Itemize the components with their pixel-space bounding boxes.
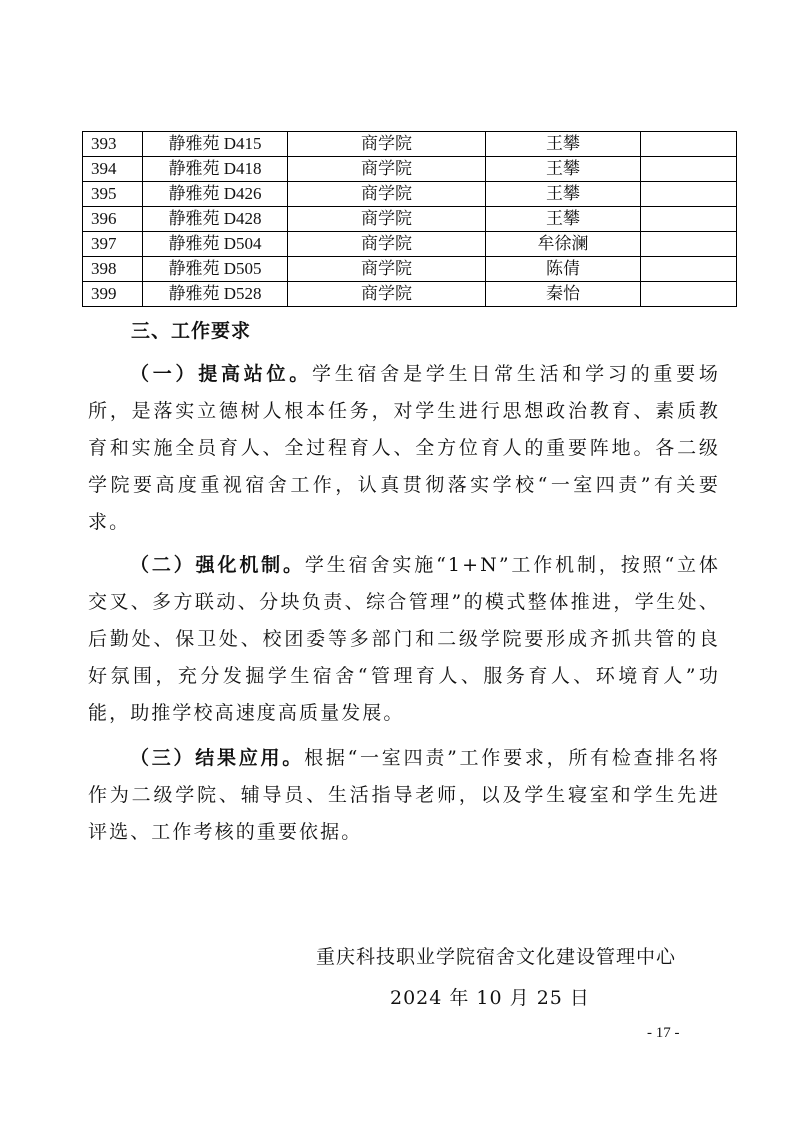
table-row	[83, 182, 737, 207]
dormitory-table	[82, 131, 737, 307]
cell-no: 393	[83, 132, 143, 157]
cell-person: 王攀	[486, 157, 641, 182]
cell-dorm: 静雅苑 D428	[143, 207, 288, 232]
cell-note	[641, 132, 737, 157]
cell-note	[641, 232, 737, 257]
cell-college: 商学院	[288, 132, 486, 157]
cell-no: 398	[83, 257, 143, 282]
paragraph-3-lead: （三）结果应用。	[130, 747, 305, 769]
cell-person: 牟徐澜	[486, 232, 641, 257]
cell-college: 商学院	[288, 157, 486, 182]
table-row	[83, 282, 737, 307]
cell-no: 395	[83, 182, 143, 207]
paragraph-2-text: 学生宿舍实施“1+N”工作机制，按照“立体交叉、多方联动、分块负责、综合管理”的模式整体推进，学生处、后勤处、保卫处、校团委等多部门和二级学院要形成齐抓共管的良好氛围，充分发掘学生宿舍“管理育人、服务育人、环境育人”功能，助推学校高速度高质量发展。	[88, 554, 720, 724]
cell-no: 399	[83, 282, 143, 307]
table-row	[83, 207, 737, 232]
paragraph-3-text: 根据“一室四责”工作要求，所有检查排名将作为二级学院、辅导员、生活指导老师，以及学生寝室和学生先进评选、工作考核的重要依据。	[88, 747, 720, 843]
paragraph-1	[88, 356, 720, 541]
paragraph-1-text: 学生宿舍是学生日常生活和学习的重要场所，是落实立德树人根本任务，对学生进行思想政治教育、素质教育和实施全员育人、全过程育人、全方位育人的重要阵地。各二级学院要高度重视宿舍工作，认真贯彻落实学校“一室四责”有关要求。	[88, 363, 720, 533]
paragraph-2-lead: （二）强化机制。	[130, 554, 305, 576]
cell-note	[641, 257, 737, 282]
section-heading: 三、工作要求	[131, 320, 252, 342]
cell-no: 394	[83, 157, 143, 182]
cell-note	[641, 207, 737, 232]
cell-person: 秦怡	[486, 282, 641, 307]
signature-organization: 重庆科技职业学院宿舍文化建设管理中心	[316, 946, 677, 968]
cell-dorm: 静雅苑 D528	[143, 282, 288, 307]
table-row	[83, 157, 737, 182]
cell-dorm: 静雅苑 D504	[143, 232, 288, 257]
cell-college: 商学院	[288, 232, 486, 257]
cell-college: 商学院	[288, 282, 486, 307]
cell-person: 陈倩	[486, 257, 641, 282]
table-row	[83, 232, 737, 257]
dormitory-table-body	[83, 132, 737, 307]
cell-no: 396	[83, 207, 143, 232]
page-number: - 17 -	[647, 1025, 680, 1041]
cell-no: 397	[83, 232, 143, 257]
paragraph-1-lead: （一）提高站位。	[130, 363, 313, 385]
table-row	[83, 257, 737, 282]
cell-college: 商学院	[288, 207, 486, 232]
paragraph-3	[88, 740, 720, 851]
cell-college: 商学院	[288, 257, 486, 282]
cell-college: 商学院	[288, 182, 486, 207]
cell-note	[641, 282, 737, 307]
cell-person: 王攀	[486, 132, 641, 157]
signature-date: 2024 年 10 月 25 日	[390, 987, 590, 1009]
cell-dorm: 静雅苑 D505	[143, 257, 288, 282]
cell-dorm: 静雅苑 D418	[143, 157, 288, 182]
cell-note	[641, 182, 737, 207]
cell-person: 王攀	[486, 207, 641, 232]
cell-person: 王攀	[486, 182, 641, 207]
paragraph-2	[88, 547, 720, 732]
table-row	[83, 132, 737, 157]
cell-note	[641, 157, 737, 182]
cell-dorm: 静雅苑 D415	[143, 132, 288, 157]
cell-dorm: 静雅苑 D426	[143, 182, 288, 207]
